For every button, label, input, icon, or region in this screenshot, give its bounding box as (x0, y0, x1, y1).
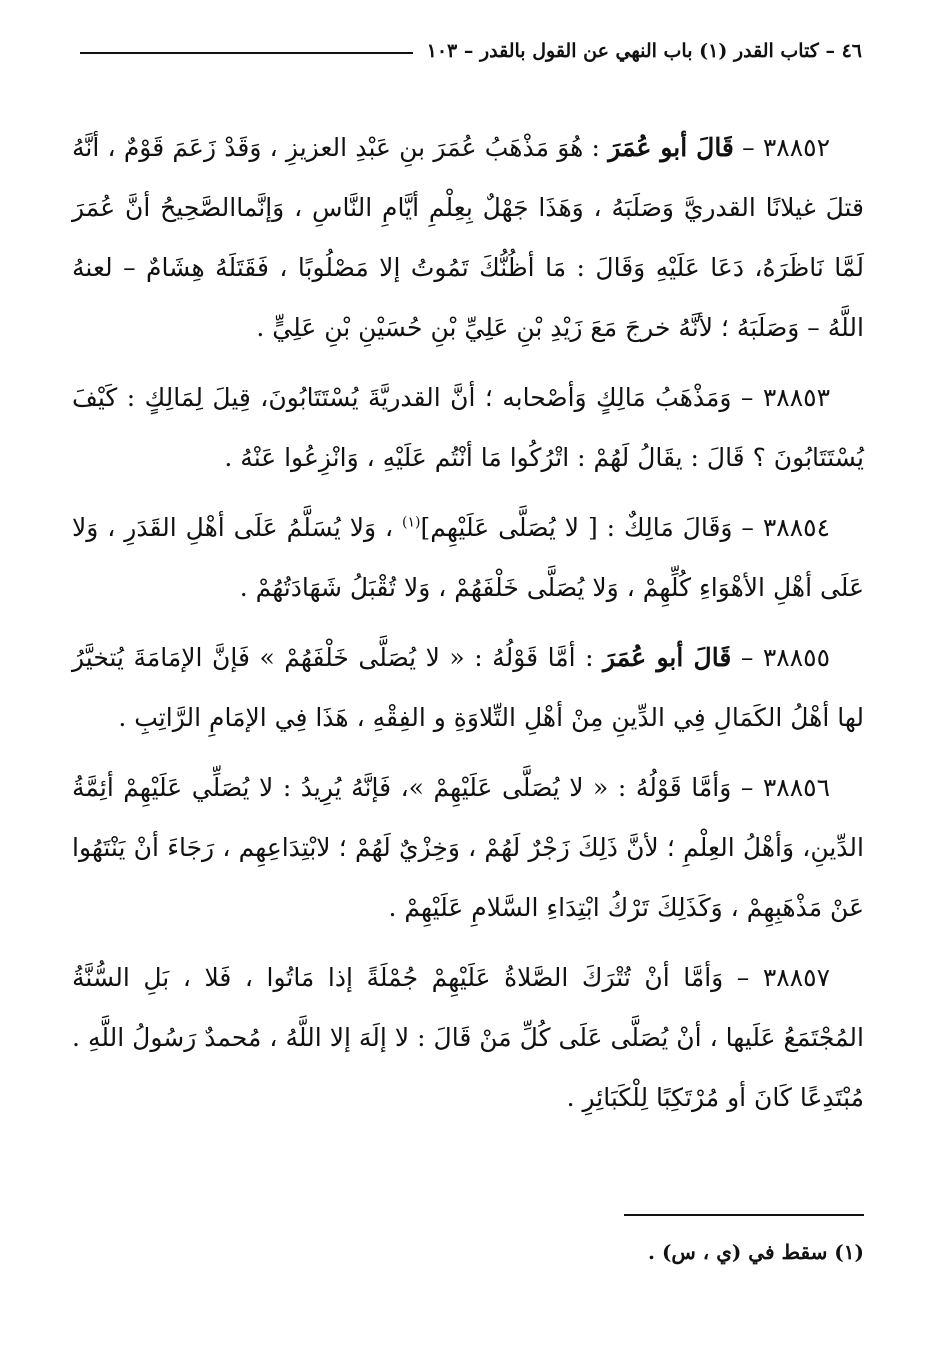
paragraph-38853 (72, 368, 864, 488)
running-title: ٤٦ – كتاب القدر (١) باب النهي عن القول بالقدر – ١٠٣ (426, 40, 862, 62)
paragraph-text: – وَأمَّا أنْ تُتْرَكَ الصَّلاةُ عَلَيْهِمْ جُمْلَةً إذا مَاتُوا ، فَلا ، بَلِ السُّنَّةُ المُجْتَمَعُ عَلَيها ، أنْ يُصَلَّى عَلَى كُلِّ مَنْ قَالَ : لا إلَهَ إلا اللَّهُ ، مُحمدٌ رَسُولُ اللَّهِ . مُبْتَدِعًا كَانَ أو مُرْتَكِبًا لِلْكَبَائِرِ . (72, 963, 864, 1112)
footnote-divider (624, 1214, 864, 1216)
header-rule (80, 52, 413, 54)
paragraph-38855: ٣٨٨٥٥ – قَالَ أبو عُمَرَ : أمَّا قَوْلُهُ : « لا يُصَلَّى خَلْفَهُمْ » فَإنَّ الإمَامَةَ يُتخيَّرُ لها أهْلُ الكَمَالِ فِي الدِّينِ مِنْ أهْلِ التِّلاوَةِ و الفِقْهِ ، هَذَا فِي الإمَامِ الرَّاتِبِ . (72, 643, 864, 732)
paragraph-number: ٣٨٨٥٦ (762, 773, 830, 802)
paragraph-38857 (72, 948, 864, 1128)
footnote-marker[interactable]: (١) (402, 514, 421, 531)
body-text (72, 118, 864, 1138)
paragraph-text: – وَأمَّا قَوْلُهُ : « لا يُصَلَّى عَلَيْهِمْ »، فَإنَّهُ يُرِيدُ : لا يُصَلِّي عَلَيْهِمْ أئِمَّةُ الدِّينِ، وَأهْلُ العِلْمِ ؛ لأنَّ ذَلِكَ زَجْرٌ لَهُمْ ، وَخِزْيٌ لَهُمْ ؛ لابْتِدَاعِهِم ، رَجَاءَ أنْ يَنْتَهُوا عَنْ مَذْهَبِهِمْ ، وَكَذَلِكَ تَرْكُ ابْتِدَاءِ السَّلامِ عَلَيْهِمْ . (72, 773, 864, 922)
paragraph-number: ٣٨٨٥٣ (762, 383, 830, 412)
paragraph-number: ٣٨٨٥٥ (762, 643, 830, 672)
paragraph-38856 (72, 758, 864, 938)
paragraph-text-continued: ، وَلا يُسَلَّمُ عَلَى أهْلِ القَدَرِ ، وَلا عَلَى أهْلِ الأهْوَاءِ كُلِّهِمْ ، وَلا يُصَلَّى خَلْفَهُمْ ، وَلا تُقْبَلُ شَهَادَتُهُمْ . (72, 513, 864, 602)
speaker-lead: قَالَ أبو عُمَرَ (608, 133, 734, 162)
speaker-lead: قَالَ أبو عُمَرَ (603, 643, 732, 672)
paragraph-38854 (72, 498, 864, 618)
paragraph-38852: ٣٨٨٥٢ – قَالَ أبو عُمَرَ : هُوَ مَذْهَبُ عُمَرَ بنِ عَبْدِ العزيزِ ، وَقَدْ زَعَمَ قَوْمٌ ، أنَّهُ قتلَ غيلانًا القدريَّ وَصَلَبَهُ ، وَهَذَا جَهْلٌ بِعِلْمِ أيَّامِ النَّاسِ ، وَإنَّماالصَّحِيحُ أنَّ عُمَرَ لَمَّا نَاظَرَهُ، دَعَا عَلَيْهِ وَقَالَ : مَا أظُنُّكَ تَمُوتُ إلا مَصْلُوبًا ، فَقَتَلَهُ هِشَامٌ – لعنهُ اللَّهُ – وَصَلَبَهُ ؛ لأنَّهُ خرجَ مَعَ زَيْدِ بْنِ عَلِيِّ بْنِ حُسَيْنِ بْنِ عَلِيٍّ . (72, 133, 864, 342)
paragraph-text: – وَقَالَ مَالِكٌ : [ لا يُصَلَّى عَلَيْهِم] (420, 513, 763, 542)
paragraph-number: ٣٨٨٥٧ (762, 963, 830, 992)
paragraph-number: ٣٨٨٥٢ (762, 133, 830, 162)
footnote-1: (١) سقط في (ي ، س) . (648, 1240, 864, 1264)
running-head (80, 40, 862, 62)
paragraph-text: : هُوَ مَذْهَبُ عُمَرَ بنِ عَبْدِ العزيزِ ، وَقَدْ زَعَمَ قَوْمٌ ، أنَّهُ قتلَ غيلانًا القدريَّ وَصَلَبَهُ ، وَهَذَا جَهْلٌ بِعِلْمِ أيَّامِ النَّاسِ ، وَإنَّماالصَّحِيحُ أنَّ عُمَرَ لَمَّا نَاظَرَهُ، دَعَا عَلَيْهِ وَقَالَ : مَا أظُنُّكَ تَمُوتُ إلا مَصْلُوبًا ، فَقَتَلَهُ هِشَامٌ – لعنهُ اللَّهُ – وَصَلَبَهُ ؛ لأنَّهُ خرجَ مَعَ زَيْدِ بْنِ عَلِيِّ بْنِ حُسَيْنِ بْنِ عَلِيٍّ . (72, 133, 864, 342)
paragraph-number: ٣٨٨٥٤ (762, 513, 830, 542)
paragraph-text: – وَمَذْهَبُ مَالِكٍ وَأصْحابه ؛ أنَّ القدريَّةَ يُسْتَتَابُونَ، قِيلَ لِمَالِكٍ : كَيْفَ يُسْتَتَابُونَ ؟ قَالَ : يقَالُ لَهُمْ : اتْرُكُوا مَا أنْتُم عَلَيْهِ ، وَانْزِعُوا عَنْهُ . (72, 383, 864, 472)
paragraph-text: : أمَّا قَوْلُهُ : « لا يُصَلَّى خَلْفَهُمْ » فَإنَّ الإمَامَةَ يُتخيَّرُ لها أهْلُ الكَمَالِ فِي الدِّينِ مِنْ أهْلِ التِّلاوَةِ و الفِقْهِ ، هَذَا فِي الإمَامِ الرَّاتِبِ . (72, 643, 864, 732)
